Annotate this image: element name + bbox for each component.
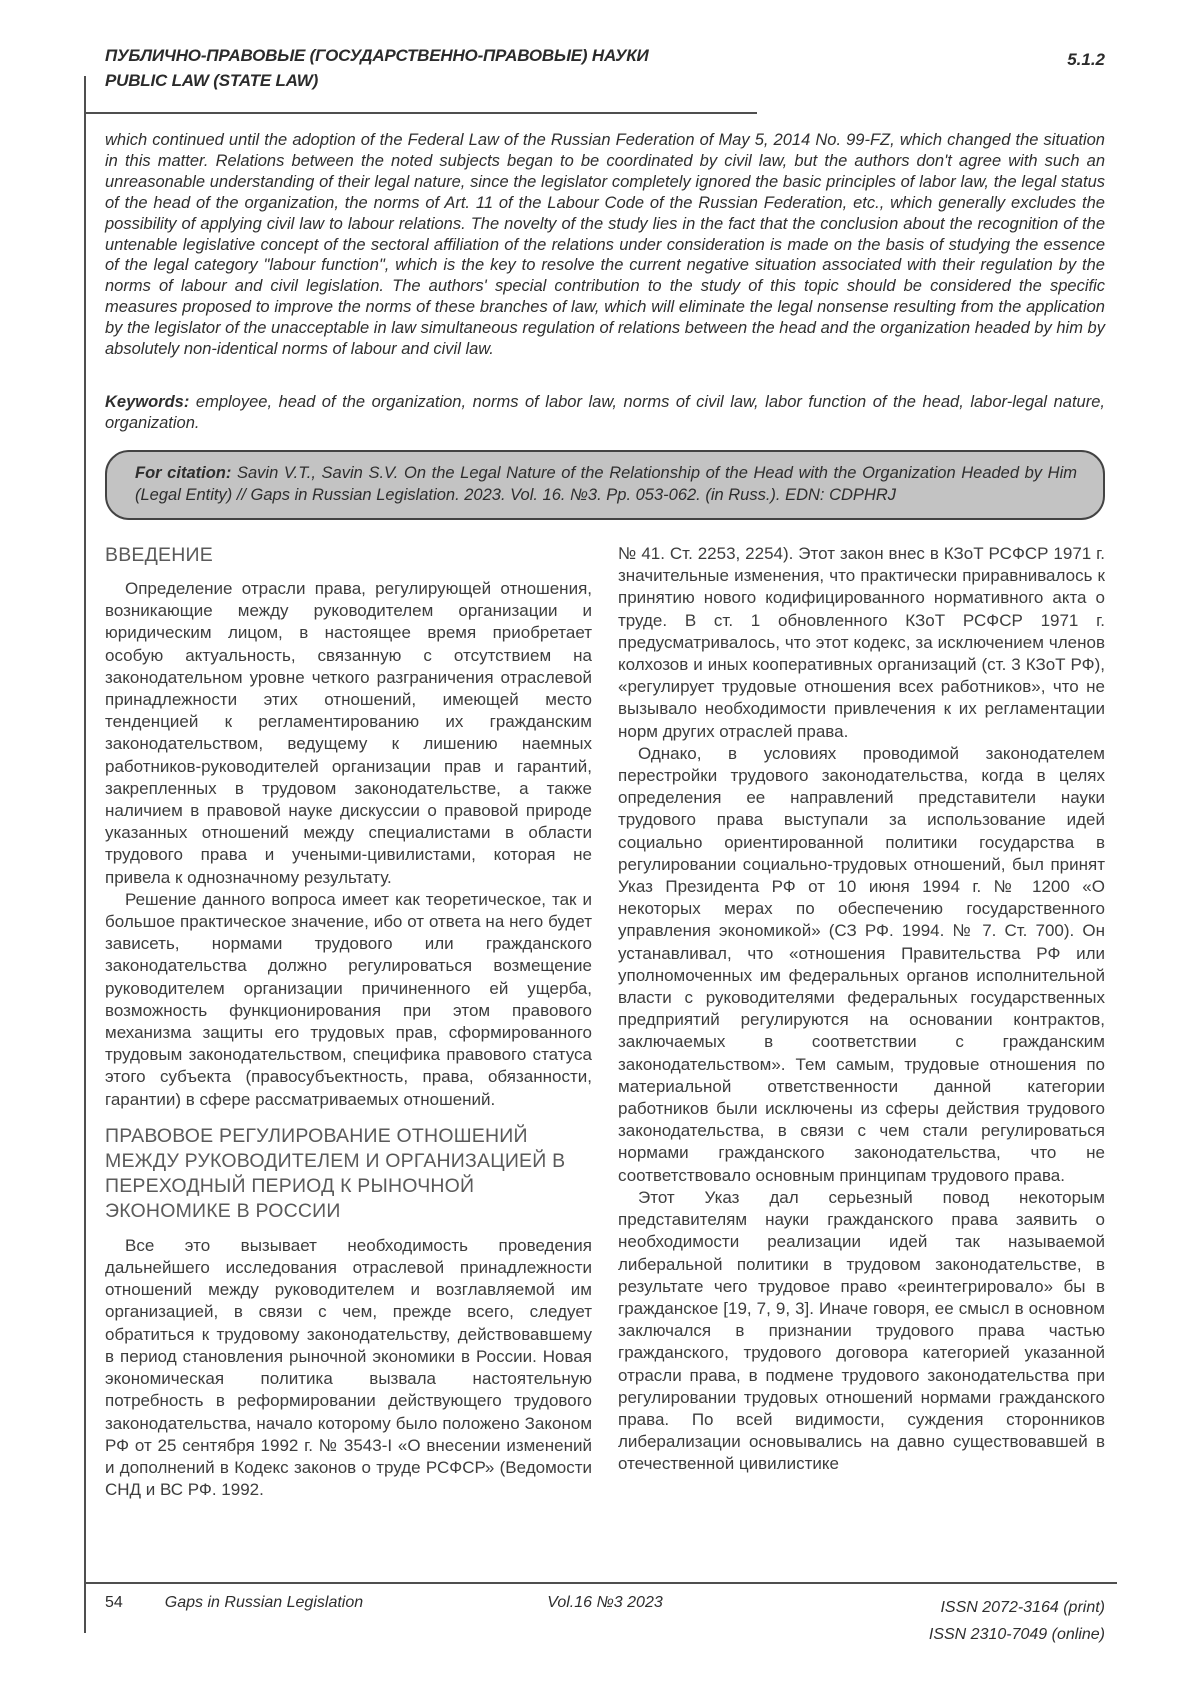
journal-title: Gaps in Russian Legislation xyxy=(164,1594,364,1611)
citation-text: Savin V.T., Savin S.V. On the Legal Nature of the Relationship of the Head with the Organization Headed by Him (Legal Entity) // Gaps in Russian Legislation. 2023. Vol. 16. №3. Pp. 053-062. (in Russ.). EDN: CDPHRJ xyxy=(135,464,1077,504)
keywords-text: employee, head of the organization, norms of labor law, norms of civil law, labor function of the head, labor-legal nature, organization. xyxy=(105,393,1105,432)
keywords-block xyxy=(105,392,1105,434)
left-column xyxy=(105,543,592,1571)
section-heading-legal-regulation: ПРАВОВОЕ РЕГУЛИРОВАНИЕ ОТНОШЕНИЙ МЕЖДУ РУКОВОДИТЕЛЕМ И ОРГАНИЗАЦИЕЙ В ПЕРЕХОДНЫЙ ПЕРИОД К РЫНОЧНОЙ ЭКОНОМИКЕ В РОССИИ xyxy=(105,1124,566,1222)
left-margin-rule xyxy=(84,76,86,1633)
volume-issue: Vol.16 №3 2023 xyxy=(547,1594,663,1611)
page-header xyxy=(105,44,1105,93)
abstract-text: which continued until the adoption of the Federal Law of the Russian Federation of May 5, 2014 No. 99-FZ, which changed the situation in this matter. Relations between the noted subjects began to be coordinated by civil law, but the authors don't agree with such an unreasonable understanding of their legal nature, since the legislator completely ignored the basic principles of labor law, the legal status of the head of the organization, the norms of Art. 11 of the Labour Code of the Russian Federation, etc., which generally excludes the possibility of applying civil law to labour relations. The novelty of the study lies in the fact that the conclusion about the recognition of the untenable legislative concept of the sectoral affiliation of the relations under consideration is made on the basis of studying the essence of the legal category "labour function", which is the key to resolve the current negative situation associated with their regulation by the norms of labour and civil legislation. The authors' special contribution to the study of this topic should be considered the specific measures proposed to improve the norms of these branches of law, which will eliminate the legal nonsense resulting from the application by the legislator of the unacceptable in law simultaneous regulation of relations between the head and the organization headed by him by absolutely non-identical norms of labour and civil law. xyxy=(105,131,1105,359)
body-paragraph: Однако, в условиях проводимой законодателем перестройки трудового законодательства, когда в целях определения ее направлений представители науки трудового права выступали за использование идей социально ориентированной политики государства в регулировании социально-трудовых отношений, был принят Указ Президента РФ от 10 июня 1994 г. № 1200 «О некоторых мерах по обеспечению государственного управления экономикой» (СЗ РФ. 1994. № 7. Ст. 700). Он устанавливал, что «отношения Правительства РФ или уполномоченных им федеральных органов исполнительной власти с руководителями федеральных государственных предприятий регулируются на основании контрактов, заключаемых в соответствии с гражданским законодательством». Тем самым, трудовые отношения по материальной ответственности данной категории работников были исключены из сферы действия трудового законодательства, в связи с чем стали регулироваться нормами гражданского законодательства, что не соответствовало основным принципам трудового права. xyxy=(618,743,1105,1185)
body-columns xyxy=(105,543,1105,1571)
header-divider xyxy=(85,112,757,114)
citation-label: For citation: xyxy=(135,464,232,482)
page-number: 54 xyxy=(105,1594,123,1611)
body-paragraph: № 41. Ст. 2253, 2254). Этот закон внес в КЗоТ РСФСР 1971 г. значительные изменения, что практически приравнивалось к принятию нового кодифицированного нормативного акта о труде. В ст. 1 обновленного КЗоТ РСФСР 1971 г. предусматривалось, что этот кодекс, за исключением членов колхозов и иных кооперативных организаций (ст. 3 КЗоТ РФ), «регулирует трудовые отношения всех работников», что не вызывало необходимости привлечения к их регламентации норм других отраслей права. xyxy=(618,544,1105,741)
keywords-label: Keywords: xyxy=(105,393,190,411)
right-column xyxy=(618,543,1105,1571)
body-paragraph: Решение данного вопроса имеет как теоретическое, так и большое практическое значение, ибо от ответа на него будет зависеть, нормами трудового или гражданского законодательства должно регулироваться возмещение руководителем организации причиненного ей ущерба, возможность функционирования при этом правового механизма защиты его трудовых прав, сформированного трудовым законодательством, специфика правового статуса этого субъекта (правосубъектность, права, обязанности, гарантии) в сфере рассматриваемых отношений. xyxy=(105,889,592,1109)
specialty-code: 5.1.2 xyxy=(1067,50,1105,69)
rubric-title-en: PUBLIC LAW (STATE LAW) xyxy=(105,70,319,90)
issn-print: ISSN 2072-3164 (print) xyxy=(940,1599,1105,1616)
issn-block xyxy=(929,1594,1105,1648)
issn-online: ISSN 2310-7049 (online) xyxy=(928,1626,1105,1643)
rubric-block xyxy=(105,44,649,93)
body-paragraph: Определение отрасли права, регулирующей отношения, возникающие между руководителем организации и юридическим лицом, в настоящее время приобретает особую актуальность, связанную с отсутствием на законодательном уровне четкого разграничения отраслевой принадлежности этих отношений, имеющей место тенденцией к регламентированию их гражданским законодательством, ведущему к лишению наемных работников-руководителей организации прав и гарантий, закрепленных в трудовом законодательстве, а также наличием в правовой науке дискуссии о правовой природе указанных отношений между специалистами в области трудового права и учеными-цивилистами, которая не привела к однозначному результату. xyxy=(105,579,592,887)
for-citation-box xyxy=(105,450,1105,520)
footer-divider xyxy=(85,1582,1117,1584)
section-heading-introduction: ВВЕДЕНИЕ xyxy=(105,544,213,566)
body-paragraph: Все это вызывает необходимость проведения дальнейшего исследования отраслевой принадлежности отношений между руководителем и возглавляемой им организацией, в связи с чем, прежде всего, следует обратиться к трудовому законодательству, действовавшему в период становления рыночной экономики в России. Новая экономическая политика вызвала настоятельную потребность в реформировании действующего трудового законодательства, начало которому было положено Законом РФ от 25 сентября 1992 г. № 3543-I «О внесении изменений и дополнений в Кодекс законов о труде РСФСР» (Ведомости СНД и ВС РФ. 1992. xyxy=(105,1235,592,1500)
rubric-title-ru: ПУБЛИЧНО-ПРАВОВЫЕ (ГОСУДАРСТВЕННО-ПРАВОВЫЕ) НАУКИ xyxy=(105,46,649,65)
body-paragraph: Этот Указ дал серьезный повод некоторым представителям науки гражданского права заявить о необходимости реализации идей так называемой либеральной политики в трудовом законодательстве, в результате чего трудовое право «реинтегрировало» бы в гражданское [19, 7, 9, 3]. Иначе говоря, ее смысл в основном заключался в признании трудового права частью гражданского, трудового договора категорией указанной отрасли права, в подмене трудового законодательства при регулировании трудовых отношений нормами гражданского права. По всей видимости, суждения сторонников либерализации основывались на давно существовавшей в отечественной цивилистике xyxy=(618,1187,1105,1474)
